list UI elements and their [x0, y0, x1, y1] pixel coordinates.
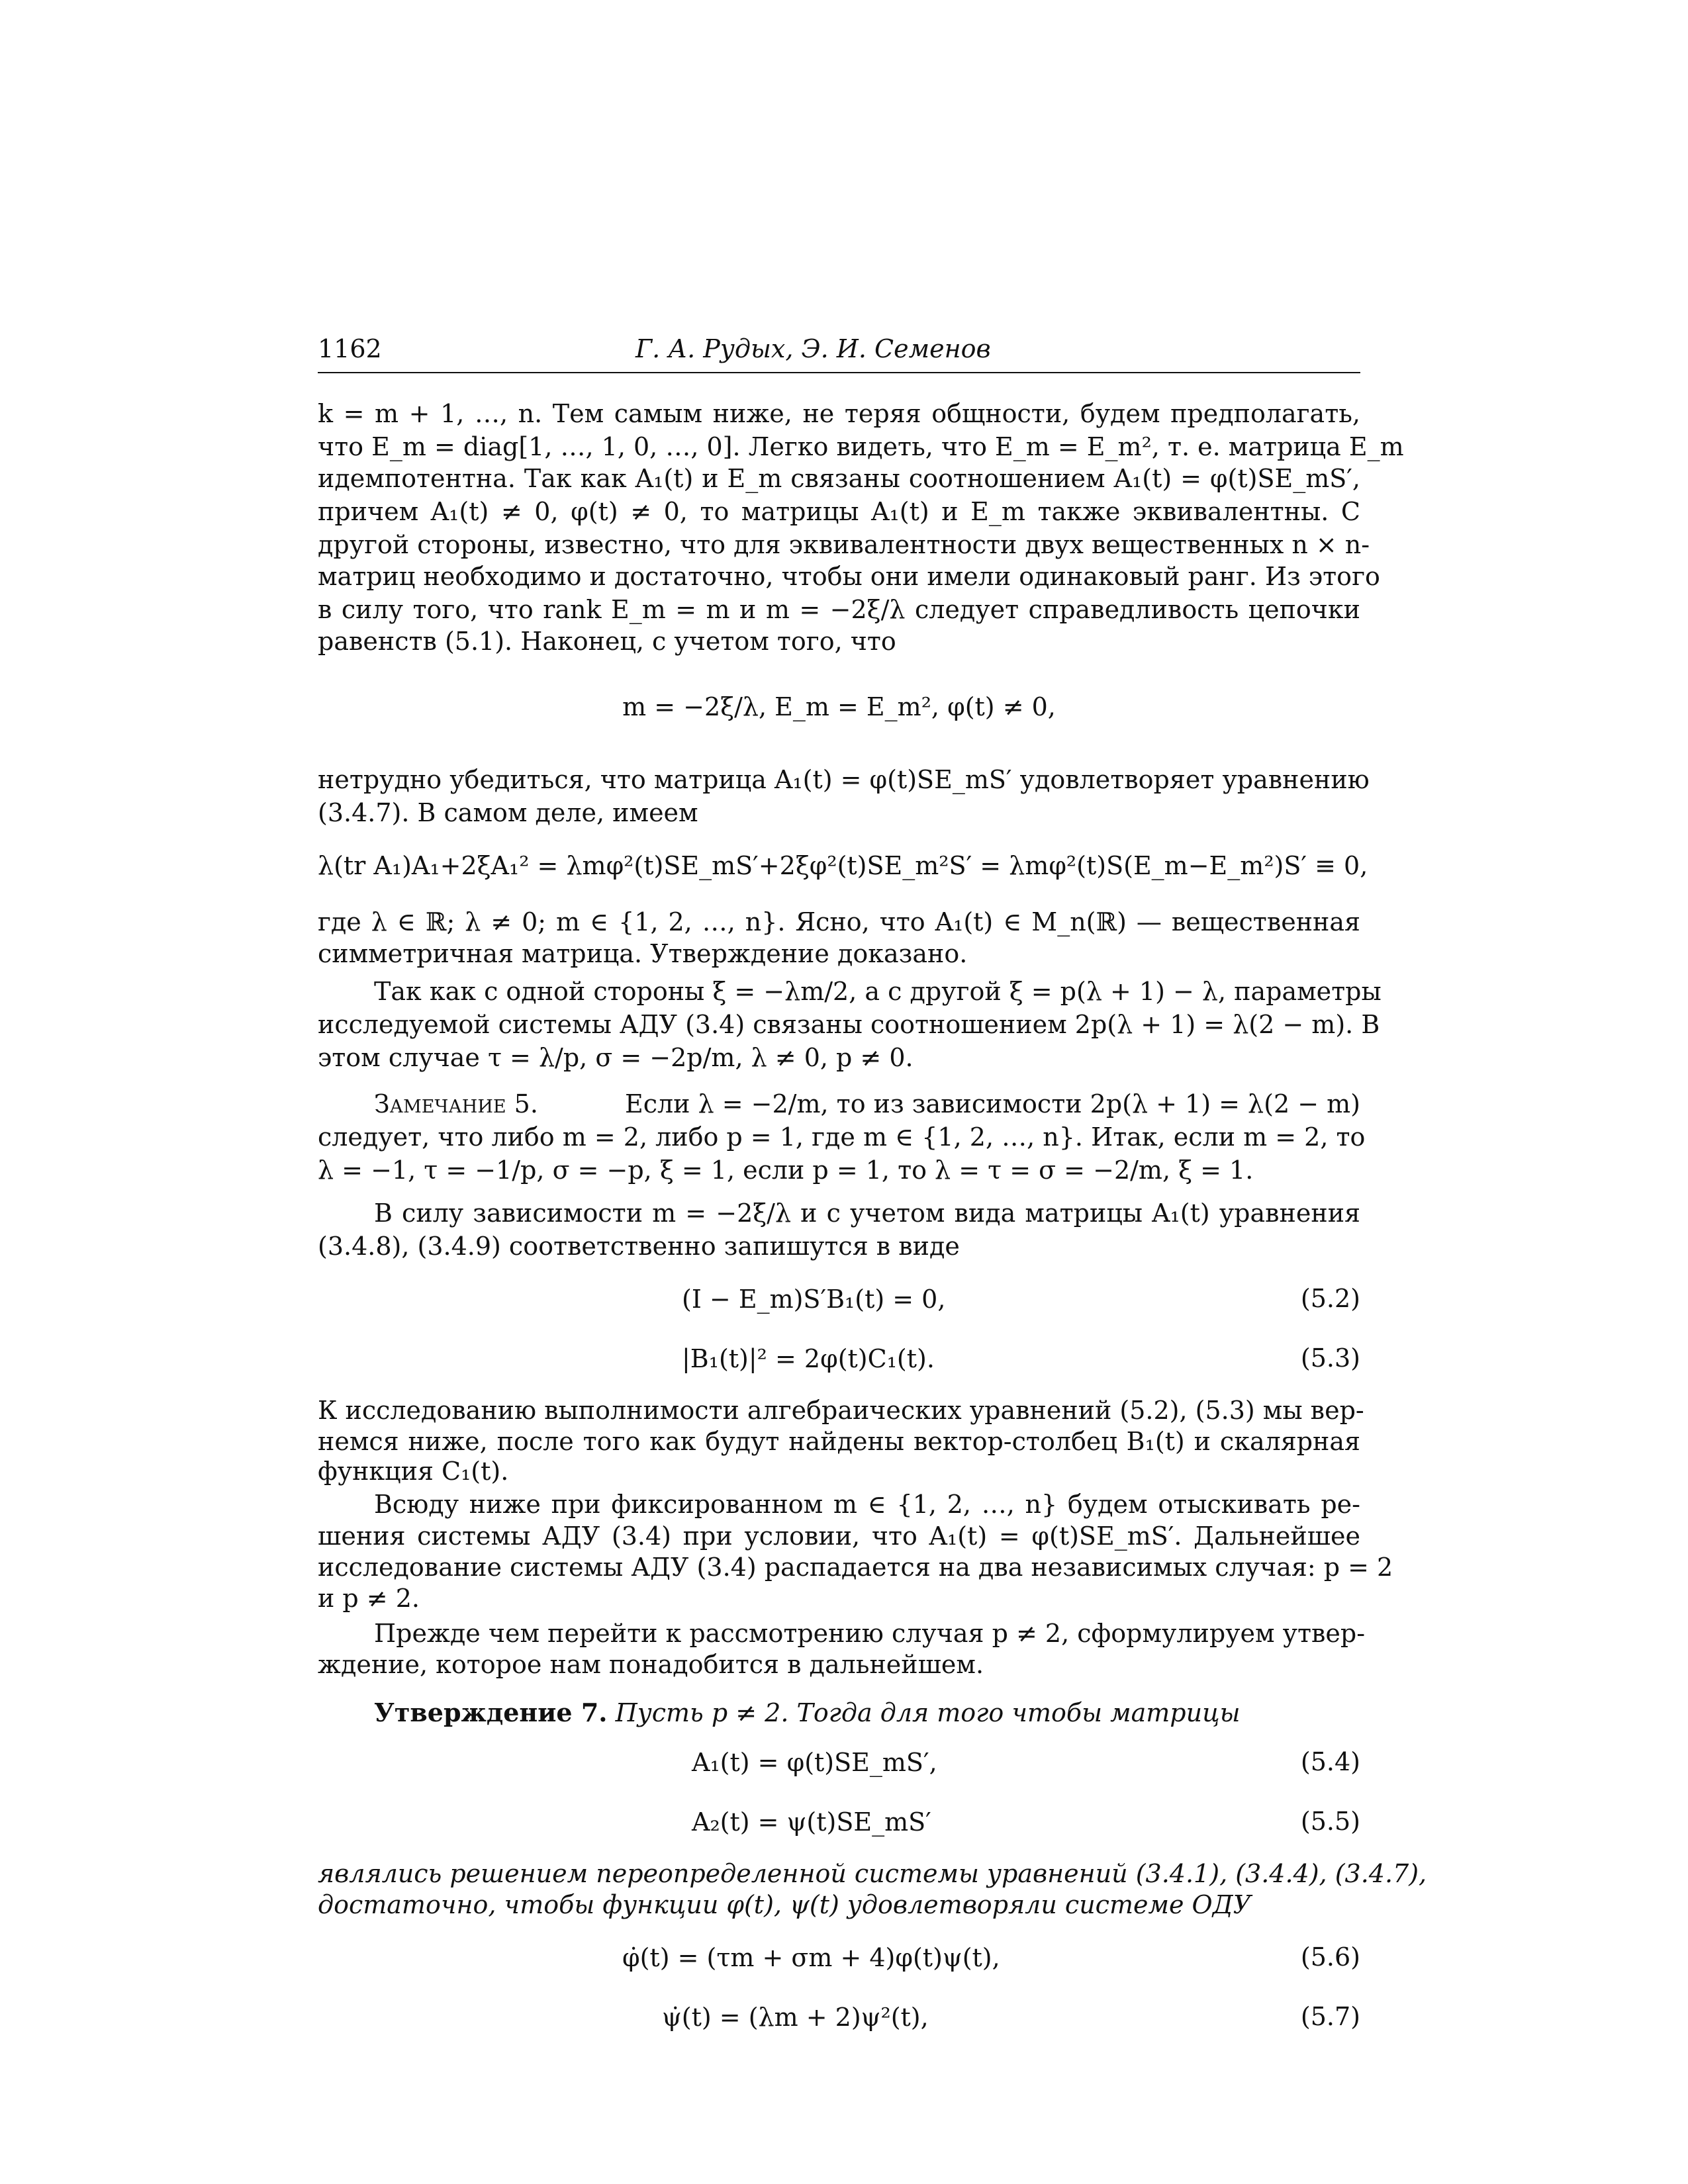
equation-5-3: |B₁(t)|² = 2φ(t)C₁(t).: [682, 1344, 935, 1373]
text-line: этом случае τ = λ/p, σ = −2p/m, λ ≠ 0, p ≠ 0.: [318, 1043, 914, 1072]
text-line: следует, что либо m = 2, либо p = 1, где m ∈ {1, 2, …, n}. Итак, если m = 2, то: [318, 1122, 1366, 1152]
text-line: исследование системы АДУ (3.4) распадается на два независимых случая: p = 2: [318, 1553, 1393, 1582]
text-line: Всюду ниже при фиксированном m ∈ {1, 2, …, n} будем отыскивать ре-: [374, 1490, 1360, 1519]
statement-text: Пусть p ≠ 2. Тогда для того чтобы матрицы: [607, 1698, 1241, 1727]
equation-5-2: (I − E_m)S′B₁(t) = 0,: [682, 1285, 946, 1314]
equation-number: (5.3): [1300, 1343, 1360, 1373]
equation-number: (5.7): [1300, 2002, 1360, 2031]
text-line: достаточно, чтобы функции φ(t), ψ(t) удовлетворяли системе ОДУ: [318, 1890, 1252, 1919]
page-number: 1162: [318, 334, 382, 363]
text-line: исследуемой системы АДУ (3.4) связаны соотношением 2p(λ + 1) = λ(2 − m). В: [318, 1010, 1380, 1039]
text-line: (3.4.7). В самом деле, имеем: [318, 798, 698, 827]
text-line: где λ ∈ ℝ; λ ≠ 0; m ∈ {1, 2, …, n}. Ясно, что A₁(t) ∈ M_n(ℝ) — вещественная: [318, 907, 1360, 936]
equation-5-6: φ̇(t) = (τm + σm + 4)φ(t)ψ(t),: [622, 1943, 1000, 1972]
text-line: (3.4.8), (3.4.9) соответственно запишутся в виде: [318, 1232, 960, 1261]
text-line: матриц необходимо и достаточно, чтобы они имели одинаковый ранг. Из этого: [318, 562, 1380, 591]
text-line: нетрудно убедиться, что матрица A₁(t) = φ(t)SE_mS′ удовлетворяет уравнению: [318, 765, 1370, 794]
statement-label: Утверждение 7.: [374, 1698, 608, 1727]
equation-5-7: ψ̇(t) = (λm + 2)ψ²(t),: [662, 2003, 929, 2032]
text-line: идемпотентна. Так как A₁(t) и E_m связаны соотношением A₁(t) = φ(t)SE_mS′,: [318, 464, 1360, 493]
display-equation: m = −2ξ/λ, E_m = E_m², φ(t) ≠ 0,: [622, 692, 1056, 721]
text-line: являлись решением переопределенной системы уравнений (3.4.1), (3.4.4), (3.4.7),: [318, 1859, 1427, 1888]
display-equation: λ(tr A₁)A₁+2ξA₁² = λmφ²(t)SE_mS′+2ξφ²(t)SE_m²S′ = λmφ²(t)S(E_m−E_m²)S′ ≡ 0,: [318, 851, 1368, 880]
header-rule: [318, 372, 1360, 373]
text-line: и p ≠ 2.: [318, 1584, 420, 1613]
text-line: в силу того, что rank E_m = m и m = −2ξ/λ следует справедливость цепочки: [318, 595, 1360, 624]
text-line: другой стороны, известно, что для эквивалентности двух вещественных n × n-: [318, 530, 1370, 559]
text-line: причем A₁(t) ≠ 0, φ(t) ≠ 0, то матрицы A₁(t) и E_m также эквивалентны. С: [318, 497, 1360, 526]
text-line: шения системы АДУ (3.4) при условии, что A₁(t) = φ(t)SE_mS′. Дальнейшее: [318, 1522, 1360, 1551]
equation-number: (5.2): [1300, 1284, 1360, 1313]
text-line: Так как с одной стороны ξ = −λm/2, а с другой ξ = p(λ + 1) − λ, параметры: [374, 977, 1382, 1006]
text-line: немся ниже, после того как будут найдены вектор-столбец B₁(t) и скалярная: [318, 1427, 1360, 1456]
remark-label: Замечание 5.: [374, 1089, 538, 1118]
text-line: симметричная матрица. Утверждение доказано.: [318, 939, 968, 968]
equation-number: (5.6): [1300, 1942, 1360, 1972]
text-line: функция C₁(t).: [318, 1457, 509, 1486]
remark-line: [374, 1089, 1360, 1119]
statement-line: [374, 1698, 1241, 1728]
equation-5-5: A₂(t) = ψ(t)SE_mS′: [692, 1807, 931, 1837]
text-line: равенств (5.1). Наконец, с учетом того, что: [318, 627, 896, 656]
text-line: k = m + 1, …, n. Тем самым ниже, не теряя общности, будем предполагать,: [318, 399, 1360, 428]
equation-number: (5.4): [1300, 1747, 1360, 1776]
text-line: В силу зависимости m = −2ξ/λ и с учетом вида матрицы A₁(t) уравнения: [374, 1199, 1360, 1228]
equation-number: (5.5): [1300, 1807, 1360, 1836]
text-line: ждение, которое нам понадобится в дальнейшем.: [318, 1650, 984, 1679]
text-line: λ = −1, τ = −1/p, σ = −p, ξ = 1, если p = 1, то λ = τ = σ = −2/m, ξ = 1.: [318, 1156, 1254, 1185]
running-title: Г. А. Рудых, Э. И. Семенов: [635, 334, 991, 363]
equation-5-4: A₁(t) = φ(t)SE_mS′,: [692, 1748, 937, 1777]
remark-text: Если λ = −2/m, то из зависимости 2p(λ + 1) = λ(2 − m): [625, 1089, 1360, 1118]
text-line: Прежде чем перейти к рассмотрению случая p ≠ 2, сформулируем утвер-: [374, 1619, 1366, 1648]
text-line: К исследованию выполнимости алгебраических уравнений (5.2), (5.3) мы вер-: [318, 1396, 1364, 1425]
text-line: что E_m = diag[1, …, 1, 0, …, 0]. Легко видеть, что E_m = E_m², т. е. матрица E_m: [318, 432, 1404, 461]
